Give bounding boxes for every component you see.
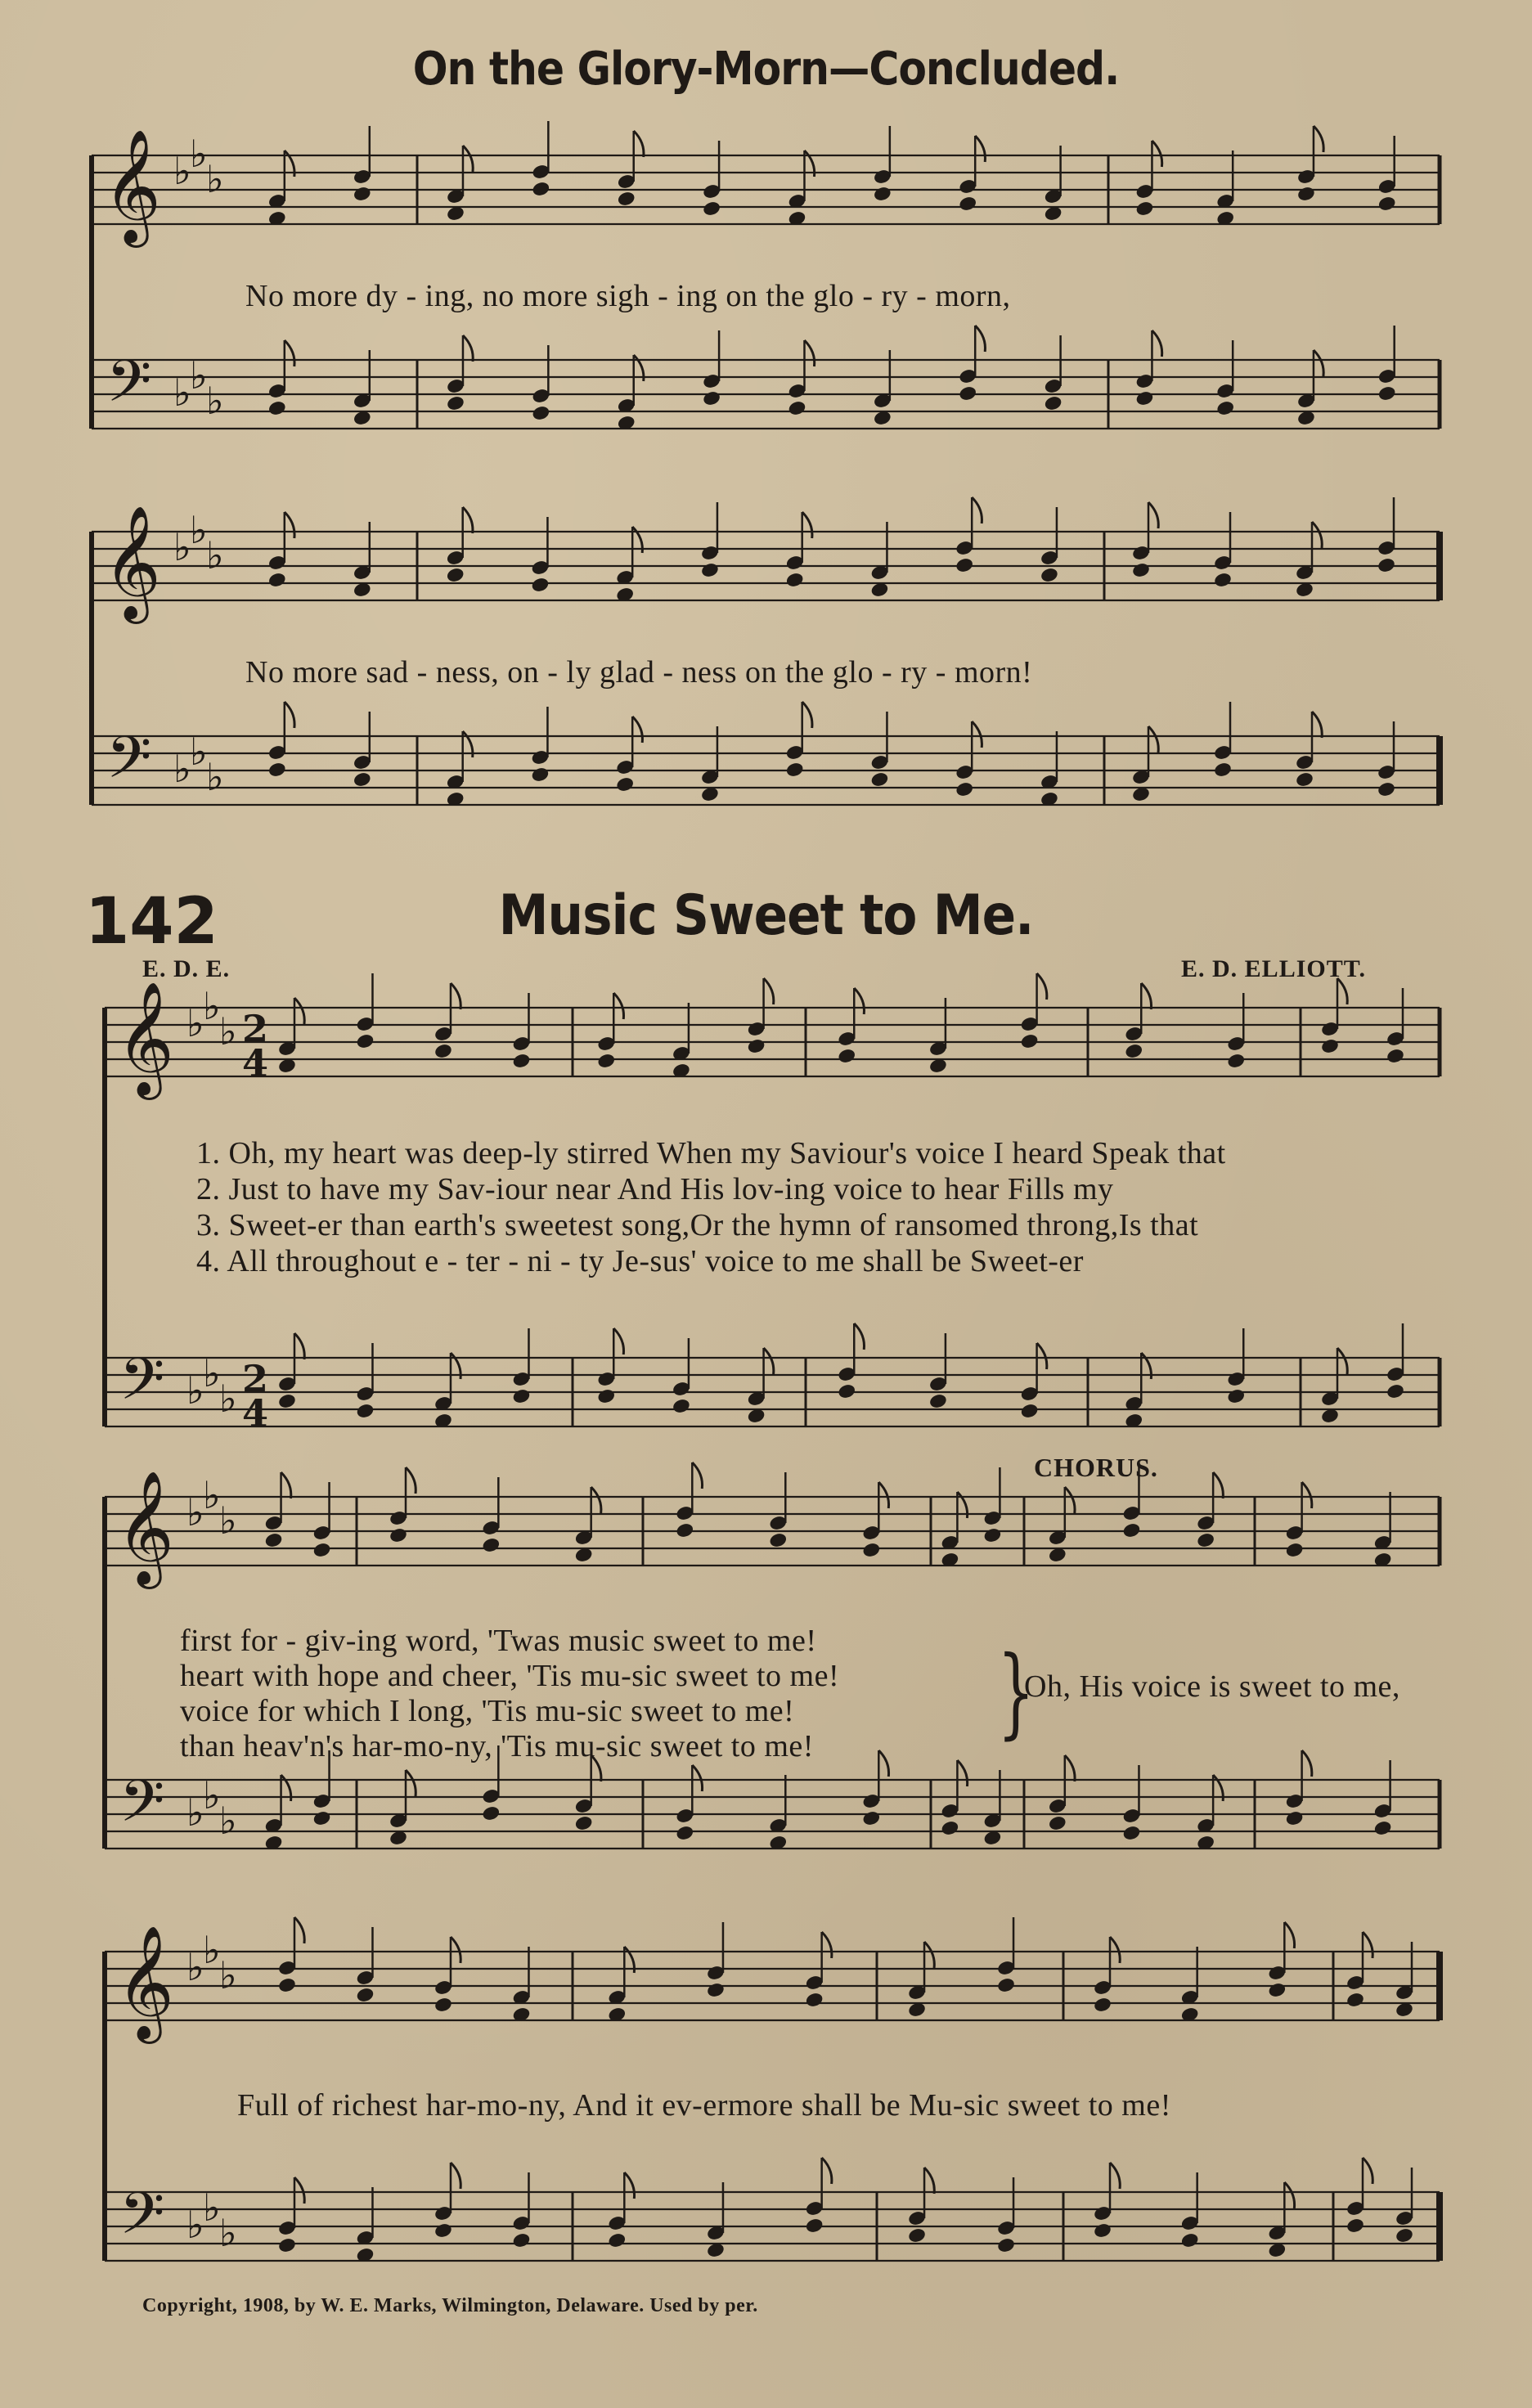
cont-system-1-bass-note [531, 405, 550, 422]
hymn-system-2-bass-note-flag [878, 1750, 888, 1777]
hymn-system-2-treble-note [768, 1532, 788, 1549]
hymn-system-1-bass-note-flag [1337, 1348, 1347, 1374]
continued-lyric-line-1: No more dy - ing, no more sigh - ing on the glo - ry - morn, [245, 279, 1011, 313]
cont-system-2-bass-note [785, 761, 805, 779]
hymn-system-2-bass-note [940, 1820, 959, 1837]
hymn-system-3-treble-note [1267, 1982, 1287, 1999]
hymn-system-1-bass-note [672, 1398, 691, 1415]
chorus-line-1: Oh, His voice is sweet to me, [1024, 1669, 1400, 1704]
hymn-system-3-treble-key-flats: ♭ [186, 1945, 204, 1989]
hymn-system-3-bass-note-flag [294, 2177, 304, 2204]
words-credit: E. D. E. [142, 955, 231, 982]
hymn-system-3-bass-note [277, 2237, 297, 2254]
cont-system-1-bass-key-flats: ♭ [173, 371, 191, 415]
cont-system-1-treble-note-flag [1314, 126, 1323, 152]
hymn-system-3-bass-note [512, 2232, 532, 2249]
cont-system-1-bass-key-flats: ♭ [206, 379, 224, 423]
hymn-system-2-treble-note [264, 1532, 284, 1549]
hymn-system-3-treble-note [1346, 1992, 1365, 2009]
cont-system-2-bass-note [869, 771, 889, 788]
verse-2-line-b: heart with hope and cheer, 'Tis mu-sic sweet to me! [180, 1659, 840, 1693]
cont-system-2-treble-note [955, 557, 974, 574]
cont-system-1-bass-note [1044, 395, 1063, 412]
hymn-system-1-bass-note [837, 1383, 856, 1400]
hymn-system-2-treble-note-flag [281, 1472, 291, 1498]
hymn-system-3-bass-note [1093, 2222, 1112, 2240]
cont-system-1-bass-note-flag [1314, 350, 1323, 376]
cont-system-1-treble-note-flag [634, 131, 644, 157]
cont-system-2-bass-key-flats: ♭ [206, 755, 224, 799]
cont-system-1-treble-note [617, 191, 636, 208]
cont-system-2-treble-key-flats: ♭ [206, 533, 224, 577]
hymn-system-1-bass-note-flag [764, 1348, 774, 1374]
hymn-system-3-treble-note-flag [924, 1942, 934, 1968]
hymn-system-1-treble-note-flag [764, 978, 774, 1004]
hymn-system-1-treble-note-flag [1141, 983, 1151, 1009]
verse-1-line-a: 1. Oh, my heart was deep-ly stirred When my Saviour's voice I heard Speak that [196, 1136, 1226, 1170]
hymn-system-1-bass-key-flats: ♭ [219, 1377, 237, 1421]
hymn-system-3-bass-key-flats: ♭ [219, 2211, 237, 2255]
cont-system-1-treble-note [958, 195, 977, 213]
hymn-system-1-bass-clef: 𝄢 [119, 1346, 165, 1427]
cont-system-1-bass-note-flag [804, 340, 814, 366]
hymn-system-2-treble-key-flats: ♭ [203, 1473, 221, 1517]
cont-system-2-treble-note-flag [1148, 502, 1158, 528]
hymn-system-2-treble-note [861, 1542, 881, 1559]
cont-system-1-treble-note-flag [463, 146, 473, 172]
cont-system-1-treble-note [531, 181, 550, 198]
hymn-system-1-bass-note-flag [294, 1333, 304, 1359]
cont-system-1-bass-clef: 𝄢 [106, 348, 152, 429]
cont-system-1-treble-note-flag [975, 136, 985, 162]
hymn-system-1-treble-note [1020, 1033, 1040, 1050]
hymn-system-2-bass-note [675, 1825, 694, 1842]
cont-system-1-treble-key-flats: ♭ [173, 149, 191, 193]
hymn-system-1-bass-note [1020, 1403, 1040, 1420]
cont-system-2-treble-key-flats: ♭ [173, 525, 191, 569]
verse-4-line-b: than heav'n's har-mo-ny, 'Tis mu-sic sweet to me! [180, 1729, 814, 1763]
cont-system-2-bass-note [1213, 761, 1233, 779]
hymn-system-2-treble-note-flag [1302, 1482, 1312, 1508]
cont-system-2-bass-note [955, 781, 974, 798]
hymn-system-1-bass-note-flag [613, 1328, 623, 1354]
verse-brace: } [997, 1636, 1036, 1750]
cont-system-2-treble-note [446, 567, 465, 584]
cont-system-2-treble-note [530, 577, 550, 594]
hymn-system-3-treble-note-flag [822, 1932, 832, 1958]
hymn-system-3-bass-note-flag [451, 2163, 460, 2189]
cont-system-2-bass-note-flag [632, 717, 642, 743]
cont-system-2-treble-key-flats: ♭ [190, 508, 208, 552]
hymn-system-3-treble-clef: 𝄞 [116, 1925, 174, 2039]
hymn-system-3-bass-note [907, 2227, 927, 2244]
hymn-system-2-treble-note [982, 1527, 1002, 1544]
hymn-system-3-treble-note [1093, 1997, 1112, 2014]
cont-system-2-treble-note-flag [285, 512, 294, 538]
cont-system-2-bass-note-flag [1312, 712, 1322, 738]
hymn-system-1-bass-note [596, 1388, 616, 1405]
hymn-system-3-bass-note-flag [624, 2172, 634, 2199]
hymn-system-3-treble-note-flag [294, 1917, 304, 1943]
hymn-system-3-bass-note [805, 2217, 824, 2235]
hymn-system-1-bass-note-flag [1037, 1343, 1047, 1369]
hymn-system-1-treble-note [356, 1033, 375, 1050]
hymn-system-1-treble-note [1320, 1038, 1340, 1055]
cont-system-1-treble-note-flag [1152, 141, 1161, 167]
hymn-system-1-treble-clef: 𝄞 [116, 982, 174, 1095]
verse-4-line-a: 4. All throughout e - ter - ni - ty Je-sus' voice to me shall be Sweet-er [196, 1244, 1084, 1278]
cont-system-2-treble-note-flag [802, 512, 812, 538]
cont-system-2-bass-note [530, 766, 550, 784]
hymn-system-3-treble-note-flag [1363, 1932, 1373, 1958]
hymn-system-1-treble-note [596, 1053, 616, 1070]
verse-3-line-a: 3. Sweet-er than earth's sweetest song,Or the hymn of ransomed throng,Is that [196, 1208, 1199, 1242]
copyright-notice: Copyright, 1908, by W. E. Marks, Wilmington, Delaware. Used by per. [142, 2295, 758, 2316]
hymn-system-2-bass-note [312, 1810, 332, 1827]
hymn-system-2-treble-note-flag [692, 1462, 702, 1489]
hymn-system-2-treble-note-flag [406, 1467, 416, 1494]
hymn-system-3-bass-key-flats: ♭ [203, 2186, 221, 2230]
cont-system-1-bass-key-flats: ♭ [190, 353, 208, 398]
hymn-system-1-bass-note [512, 1388, 532, 1405]
hymn-system-3-bass-note-flag [924, 2168, 934, 2194]
hymn-system-2-bass-key-flats: ♭ [219, 1799, 237, 1843]
hymn-system-1-bass-key-flats: ♭ [203, 1351, 221, 1395]
cont-system-1-bass-note-flag [285, 340, 294, 366]
hymn-system-2-treble-note [1196, 1532, 1215, 1549]
cont-system-2-treble-note [1377, 557, 1396, 574]
hymn-system-1-treble-note-flag [613, 993, 623, 1019]
hymn-system-1-treble-note-flag [854, 988, 864, 1014]
hymn-system-2-bass-note [481, 1805, 501, 1822]
hymn-system-2-bass-clef: 𝄢 [119, 1768, 165, 1849]
hymn-treble-time-signature: 2 [242, 1007, 269, 1051]
verse-3-line-b: voice for which I long, 'Tis mu-sic sweet to me! [180, 1694, 795, 1728]
hymn-system-1-bass-note [1226, 1388, 1246, 1405]
hymn-system-2-treble-note [389, 1527, 408, 1544]
music-credit: E. D. ELLIOTT. [1181, 955, 1367, 982]
cont-system-2-treble-note [267, 572, 287, 589]
hymn-system-2-treble-note-flag [1213, 1472, 1223, 1498]
hymn-system-1-treble-note-flag [294, 998, 304, 1024]
cont-system-2-treble-note-flag [972, 497, 982, 523]
hymn-system-2-treble-key-flats: ♭ [219, 1498, 237, 1543]
hymn-system-3-bass-note [1180, 2232, 1200, 2249]
hymn-system-2-bass-key-flats: ♭ [186, 1790, 204, 1835]
hymn-system-2-treble-key-flats: ♭ [186, 1490, 204, 1534]
hymn-treble-time-signature: 4 [242, 1041, 269, 1085]
hymn-system-1-treble-note [1124, 1043, 1143, 1060]
hymn-system-3-bass-key-flats: ♭ [186, 2203, 204, 2247]
hymn-system-2-bass-note [1373, 1820, 1393, 1837]
hymn-number: 142 [85, 885, 218, 959]
hymn-system-3-treble-note-flag [1110, 1937, 1120, 1963]
hymn-system-2-bass-note [574, 1815, 594, 1832]
hymn-system-2-treble-note-flag [1065, 1487, 1075, 1513]
chorus-label: CHORUS. [1034, 1453, 1158, 1482]
hymn-system-1-treble-key-flats: ♭ [203, 984, 221, 1028]
hymn-system-3-treble-note-flag [451, 1937, 460, 1963]
cont-system-1-treble-key-flats: ♭ [190, 132, 208, 176]
cont-system-2-bass-clef: 𝄢 [106, 724, 152, 806]
hymn-bass-time-signature: 4 [242, 1391, 269, 1435]
hymn-system-3-bass-note-flag [822, 2158, 832, 2184]
cont-system-2-treble-note-flag [463, 507, 473, 533]
hymn-system-2-bass-note [1122, 1825, 1142, 1842]
cont-system-2-treble-note [1213, 572, 1233, 589]
cont-system-1-bass-note-flag [975, 326, 985, 352]
cont-system-2-bass-note [1295, 771, 1314, 788]
hymn-system-1-bass-note [1386, 1383, 1405, 1400]
cont-system-1-treble-note [1377, 195, 1397, 213]
cont-system-2-bass-note-flag [1148, 726, 1158, 752]
cont-system-1-bass-note [267, 400, 287, 417]
hymn-system-1-treble-note [512, 1053, 532, 1070]
continued-lyric-line-2: No more sad - ness, on - ly glad - ness on the glo - ry - morn! [245, 655, 1033, 690]
cont-system-2-bass-note [267, 761, 287, 779]
hymn-system-3-treble-note [805, 1992, 824, 2009]
hymn-system-1-treble-note-flag [1037, 973, 1047, 1000]
cont-system-2-bass-key-flats: ♭ [190, 730, 208, 774]
cont-system-1-bass-note [788, 400, 807, 417]
hymn-system-3-bass-note [1395, 2227, 1414, 2244]
hymn-system-2-treble-note [1122, 1522, 1142, 1539]
hymn-system-3-bass-note-flag [1284, 2182, 1294, 2208]
hymn-system-3-treble-key-flats: ♭ [219, 1953, 237, 1997]
cont-system-2-treble-note [785, 572, 805, 589]
hymn-system-2-bass-note-flag [957, 1760, 967, 1786]
hymn-system-1-treble-note [434, 1043, 453, 1060]
hymn-system-2-bass-note-flag [1302, 1750, 1312, 1777]
verse-2-line-a: 2. Just to have my Sav-iour near And His lov-ing voice to hear Fills my [196, 1172, 1114, 1206]
cont-system-1-bass-note [702, 390, 721, 407]
cont-system-1-treble-note [1296, 186, 1316, 203]
hymn-system-3-treble-note [434, 1997, 453, 2014]
hymn-system-2-treble-note [1285, 1542, 1305, 1559]
cont-system-1-bass-note [958, 385, 977, 402]
cont-system-2-treble-note [700, 562, 720, 579]
hymn-system-1-treble-note [747, 1038, 766, 1055]
cont-system-1-treble-note [1134, 200, 1154, 218]
hymn-system-1-treble-key-flats: ♭ [186, 1001, 204, 1045]
hymn-system-3-treble-note [706, 1982, 726, 1999]
hymn-system-2-bass-note [861, 1810, 881, 1827]
hymn-system-2-treble-note [481, 1537, 501, 1554]
hymn-system-2-treble-note-flag [591, 1487, 601, 1513]
hymn-system-3-bass-note-flag [1110, 2163, 1120, 2189]
hymn-system-2-bass-note [1048, 1815, 1067, 1832]
cont-system-1-treble-key-flats: ♭ [206, 157, 224, 201]
hymn-system-3-treble-key-flats: ♭ [203, 1928, 221, 1972]
cont-system-2-treble-note [1131, 562, 1151, 579]
cont-system-2-bass-note [615, 776, 635, 793]
cont-system-1-treble-note [353, 186, 372, 203]
hymn-system-1-treble-key-flats: ♭ [219, 1009, 237, 1054]
continued-hymn-title: On the Glory-Morn—Concluded. [412, 43, 1120, 96]
cont-system-2-treble-note-flag [1312, 522, 1322, 548]
hymn-system-2-bass-key-flats: ♭ [203, 1773, 221, 1817]
cont-system-1-bass-note [1215, 400, 1235, 417]
hymn-system-2-treble-note-flag [878, 1482, 888, 1508]
cont-system-1-treble-note [873, 186, 892, 203]
cont-system-2-bass-note-flag [285, 702, 294, 728]
cont-system-1-bass-note [1134, 390, 1154, 407]
cont-system-1-treble-clef: 𝄞 [103, 129, 161, 243]
hymn-system-2-treble-clef: 𝄞 [116, 1471, 174, 1584]
hymn-system-1-treble-note [1386, 1048, 1405, 1065]
hymn-system-1-treble-note [1226, 1053, 1246, 1070]
hymn-system-3-bass-note [434, 2222, 453, 2240]
verse-1-line-b: first for - giv-ing word, 'Twas music sweet to me! [180, 1624, 817, 1658]
cont-system-2-bass-note [353, 771, 372, 788]
hymn-system-2-bass-note-flag [1065, 1755, 1075, 1781]
cont-system-2-bass-key-flats: ♭ [173, 747, 191, 791]
cont-system-2-bass-note-flag [972, 721, 982, 748]
hymn-system-3-treble-note [996, 1977, 1016, 1994]
hymn-system-2-bass-note-flag [406, 1770, 416, 1796]
cont-system-1-bass-note-flag [463, 335, 473, 362]
hymn-title: Music Sweet to Me. [498, 883, 1034, 948]
hymn-system-1-bass-note [277, 1393, 297, 1410]
cont-system-1-bass-note-flag [1152, 330, 1161, 357]
cont-system-1-bass-note [446, 395, 465, 412]
hymn-system-1-bass-note [928, 1393, 948, 1410]
hymn-system-1-treble-note-flag [451, 983, 460, 1009]
chorus-line-2: Full of richest har-mo-ny, And it ev-ermore shall be Mu-sic sweet to me! [237, 2088, 1171, 2123]
hymn-system-3-bass-note [607, 2232, 627, 2249]
cont-system-2-treble-note [1040, 567, 1059, 584]
hymn-system-2-treble-note [675, 1522, 694, 1539]
hymn-bass-time-signature: 2 [242, 1357, 269, 1401]
hymn-system-3-treble-note-flag [1284, 1922, 1294, 1948]
cont-system-2-bass-note [1377, 781, 1396, 798]
hymn-system-2-treble-note [312, 1542, 332, 1559]
cont-system-1-treble-note [702, 200, 721, 218]
cont-system-2-treble-clef: 𝄞 [103, 505, 161, 619]
cont-system-2-bass-note-flag [802, 702, 812, 728]
hymn-system-3-treble-note [356, 1987, 375, 2004]
hymn-system-3-bass-note [1346, 2217, 1365, 2235]
hymn-system-2-bass-note-flag [692, 1765, 702, 1791]
hymn-system-3-bass-note-flag [1363, 2158, 1373, 2184]
hymn-system-2-bass-note [1285, 1810, 1305, 1827]
hymn-system-1-bass-note-flag [854, 1323, 864, 1350]
hymn-system-1-bass-note [356, 1403, 375, 1420]
hymn-system-3-treble-note [277, 1977, 297, 1994]
hymn-system-3-bass-note [996, 2237, 1016, 2254]
hymn-system-1-treble-note [837, 1048, 856, 1065]
hymn-system-3-bass-clef: 𝄢 [119, 2180, 165, 2262]
hymn-system-1-bass-key-flats: ♭ [186, 1368, 204, 1413]
cont-system-1-bass-note [1377, 385, 1397, 402]
